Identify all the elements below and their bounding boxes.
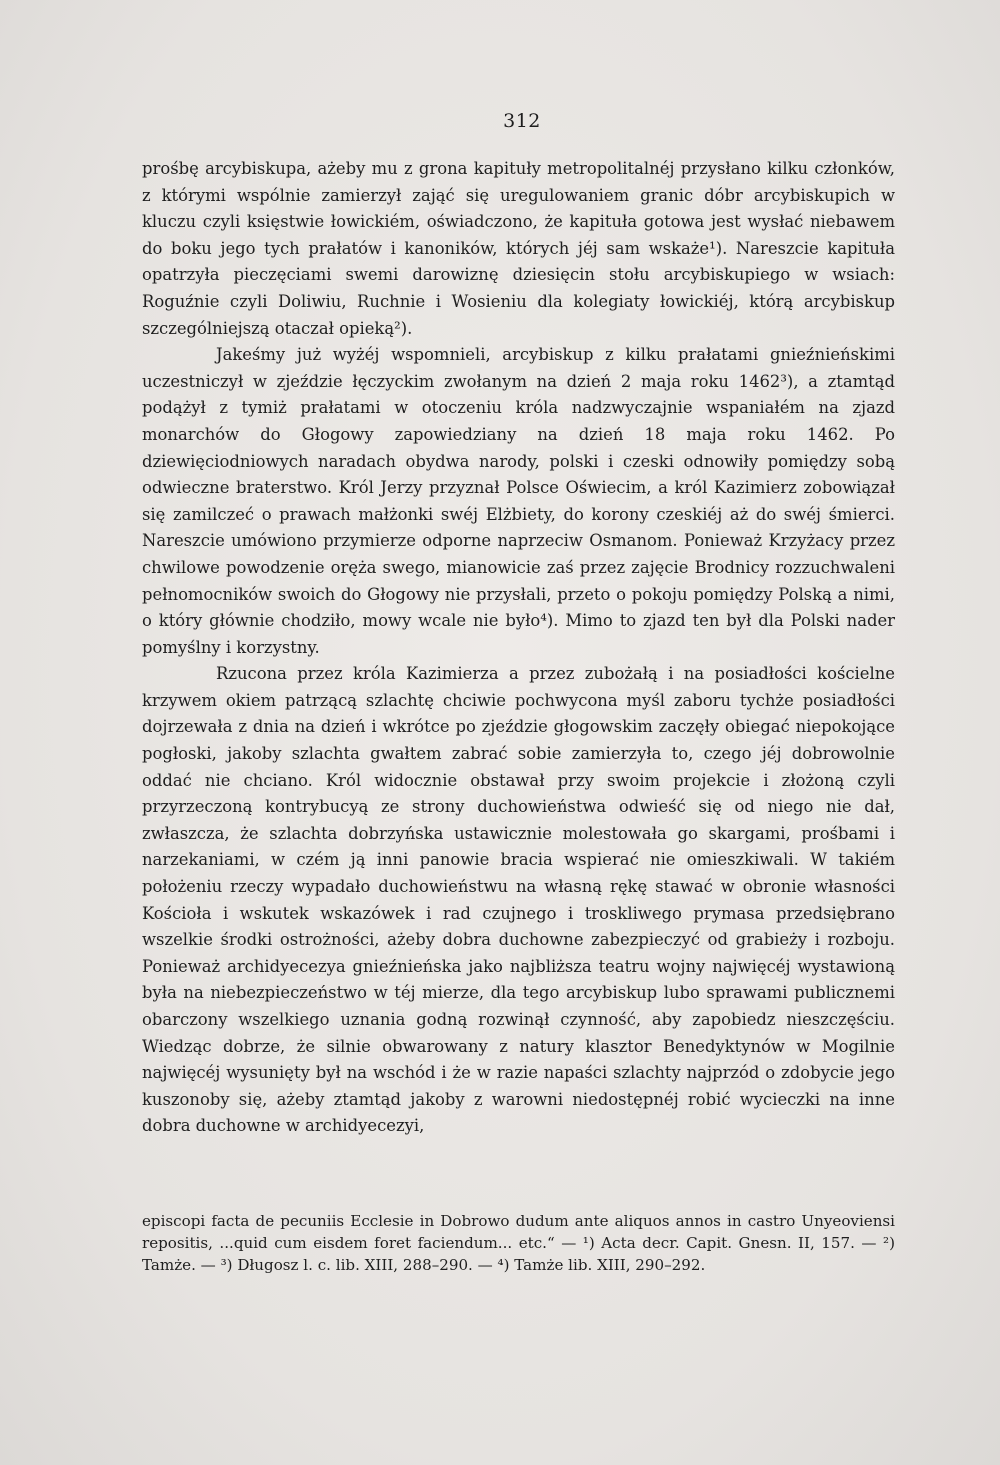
page-number: 312: [503, 110, 541, 132]
footnotes: [142, 1210, 895, 1277]
paragraph-1: prośbę arcybiskupa, ażeby mu z grona kapituły metropolitalnéj przysłano kilku członków, z którymi wspólnie zamierzył zająć się uregulowaniem granic dóbr arcybiskupich w kluczu czyli księstwie łowickiém, oświadczono, że kapituła gotowa jest wysłać niebawem do boku jego tych prałatów i kanoników, których jéj sam wskaże¹). Nareszcie kapituła opatrzyła pieczęciami swemi darowiznę dziesięcin stołu arcybiskupiego w wsiach: Roguźnie czyli Doliwiu, Ruchnie i Wosieniu dla kolegiaty łowickiéj, którą arcybiskup szczególniejszą otaczał opieką²).: [142, 159, 895, 338]
main-text: [142, 156, 895, 1140]
paragraph-2: Jakeśmy już wyżéj wspomnieli, arcybiskup z kilku prałatami gnieźnieńskimi uczestniczył w zjeździe łęczyckim zwołanym na dzień 2 maja roku 1462³), a ztamtąd podążył z tymiż prałatami w otoczeniu króla nadzwyczajnie wspaniałém na zjazd monarchów do Głogowy zapowiedziany na dzień 18 maja roku 1462. Po dziewięciodniowych naradach obydwa narody, polski i czeski odnowiły pomiędzy sobą odwieczne braterstwo. Król Jerzy przyznał Polsce Oświecim, a król Kazimierz zobowiązał się zamilczeć o prawach małżonki swéj Elżbiety, do korony czeskiéj aż do swéj śmierci. Nareszcie umówiono przymierze odporne naprzeciw Osmanom. Ponieważ Krzyżacy przez chwilowe powodzenie oręża swego, mianowicie zaś przez zajęcie Brodnicy rozzuchwaleni pełnomocników swoich do Głogowy nie przysłali, przeto o pokoju pomiędzy Polską a nimi, o który głównie chodziło, mowy wcale nie było⁴). Mimo to zjazd ten był dla Polski nader pomyślny i korzystny.: [142, 345, 895, 657]
footnote-text: episcopi facta de pecuniis Ecclesie in Dobrowo dudum ante aliquos annos in castro Unyeoviensi repositis, ...quid cum eisdem foret faciendum... etc.“ — ¹) Acta decr. Capit. Gnesn. II, 157. — ²) Tamże. — ³) Długosz l. c. lib. XIII, 288–290. — ⁴) Tamże lib. XIII, 290–292.: [142, 1212, 895, 1275]
paragraph-3: Rzucona przez króla Kazimierza a przez zubożałą i na posiadłości kościelne krzywem okiem patrzącą szlachtę chciwie pochwycona myśl zaboru tychże posiadłości dojrzewała z dnia na dzień i wkrótce po zjeździe głogowskim zaczęły obiegać niepokojące pogłoski, jakoby szlachta gwałtem zabrać sobie zamierzyła to, czego jéj dobrowolnie oddać nie chciano. Król widocznie obstawał przy swoim projekcie i złożoną czyli przyrzeczoną kontrybucyą ze strony duchowieństwa odwieść się od niego nie dał, zwłaszcza, że szlachta dobrzyńska ustawicznie molestowała go skargami, prośbami i narzekaniami, w czém ją inni panowie bracia wspierać nie omieszkiwali. W takiém położeniu rzeczy wypadało duchowieństwu na własną rękę stawać w obronie własności Kościoła i wskutek wskazówek i rad czujnego i troskliwego prymasa przedsiębrano wszelkie środki ostrożności, ażeby dobra duchowne zabezpieczyć od grabieży i rozboju. Ponieważ archidyecezya gnieźnieńska jako najbliższa teatru wojny najwięcéj wystawioną była na niebezpieczeństwo w téj mierze, dla tego arcybiskup lubo sprawami publicznemi obarczony wszelkiego uznania godną rozwinął czynność, aby zapobiedz nieszczęściu. Wiedząc dobrze, że silnie obwarowany z natury klasztor Benedyktynów w Mogilnie najwięcéj wysunięty był na wschód i że w razie napaści szlachty najprzód o zdobycie jego kuszonoby się, ażeby ztamtąd jakoby z warowni niedostępnéj robić wycieczki na inne dobra duchowne w archidyecezyi,: [142, 664, 895, 1136]
